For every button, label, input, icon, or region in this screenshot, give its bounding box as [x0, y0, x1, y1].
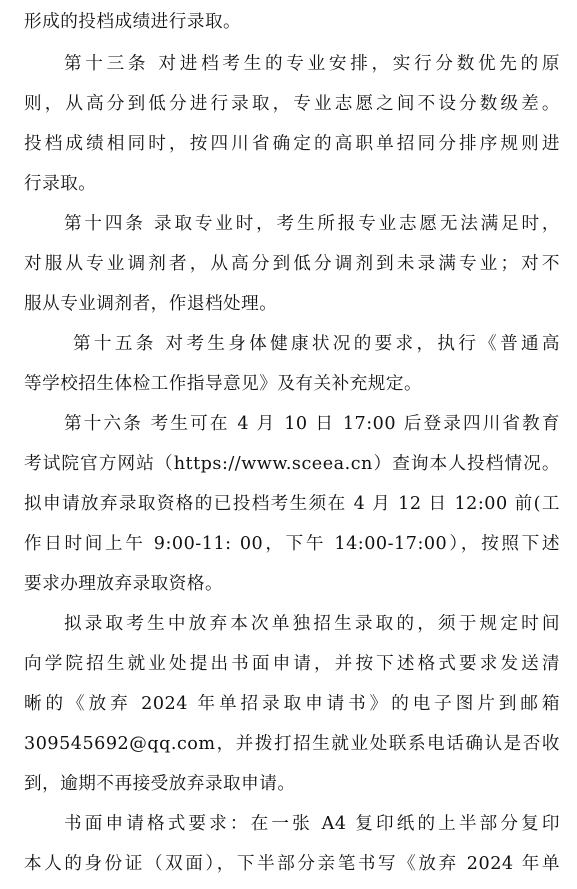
- article-16-line-2: 考试院官方网站（https://www.sceea.cn）查询本人投档情况。: [24, 454, 560, 474]
- text-line-1: 形成的投档成绩进行录取。: [24, 12, 242, 32]
- format-requirement-line-2: 本人的身份证（双面），下半部分亲笔书写《放弃 2024 年单: [24, 854, 560, 874]
- article-15-line-2: 等学校招生体检工作指导意见》及有关补充规定。: [24, 374, 423, 394]
- withdrawal-paragraph-line-3: 晰的《放弃 2024 年单招录取申请书》的电子图片到邮箱: [24, 694, 560, 714]
- article-16-line-5: 要求办理放弃录取资格。: [24, 574, 224, 594]
- article-16-line-4: 作日时间上午 9:00-11: 00，下午 14:00-17:00），按照下述: [24, 534, 560, 554]
- article-16-line-3: 拟申请放弃录取资格的已投档考生须在 4 月 12 日 12:00 前(工: [24, 494, 560, 514]
- article-14-line-3: 服从专业调剂者，作退档处理。: [24, 294, 278, 314]
- article-13-line-1: 第十三条 对进档考生的专业安排，实行分数优先的原: [64, 54, 560, 74]
- article-14-line-2: 对服从专业调剂者，从高分到低分调剂到未录满专业；对不: [24, 254, 560, 274]
- withdrawal-paragraph-line-2: 向学院招生就业处提出书面申请，并按下述格式要求发送清: [24, 654, 560, 674]
- article-15-line-1: 第十五条 对考生身体健康状况的要求，执行《普通高: [73, 334, 560, 354]
- withdrawal-paragraph-line-1: 拟录取考生中放弃本次单独招生录取的，须于规定时间: [64, 614, 560, 634]
- article-16-line-1: 第十六条 考生可在 4 月 10 日 17:00 后登录四川省教育: [64, 414, 560, 434]
- article-14-line-1: 第十四条 录取专业时，考生所报专业志愿无法满足时，: [64, 214, 560, 234]
- withdrawal-paragraph-line-4: 309545692@qq.com，并拨打招生就业处联系电话确认是否收: [24, 734, 560, 754]
- format-requirement-line-1: 书面申请格式要求：在一张 A4 复印纸的上半部分复印: [64, 814, 560, 834]
- article-13-line-3: 投档成绩相同时，按四川省确定的高职单招同分排序规则进: [24, 134, 560, 154]
- article-13-line-2: 则，从高分到低分进行录取，专业志愿之间不设分数级差。: [24, 94, 560, 114]
- article-13-line-4: 行录取。: [24, 174, 97, 194]
- withdrawal-paragraph-line-5: 到，逾期不再接受放弃录取申请。: [24, 774, 296, 794]
